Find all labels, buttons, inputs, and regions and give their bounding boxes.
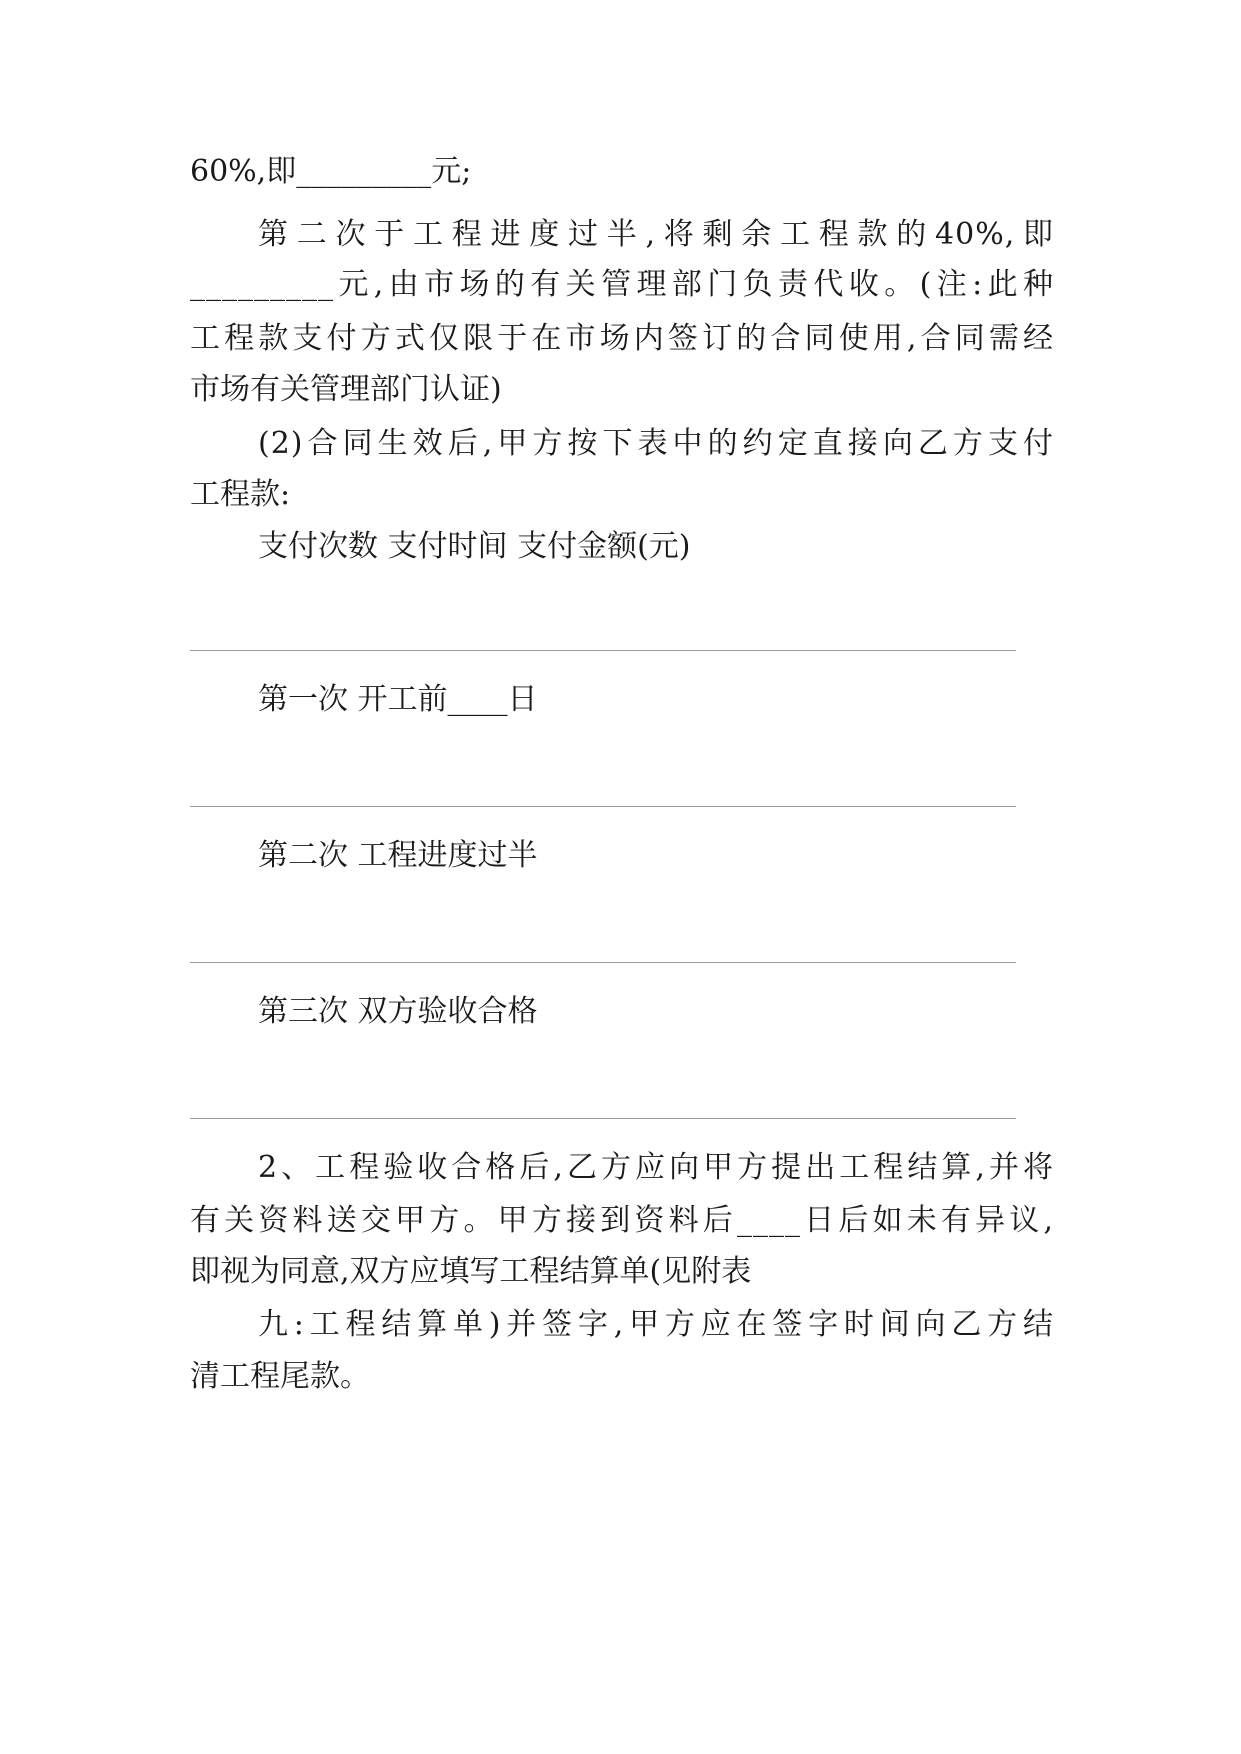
paragraph-line: 市场有关管理部门认证) [190, 372, 502, 407]
table-row: 第一次 开工前____日 [258, 682, 538, 717]
paragraph-line: 即视为同意,双方应填写工程结算单(见附表 [190, 1254, 752, 1289]
paragraph-line: 清工程尾款。 [190, 1359, 370, 1394]
table-header: 支付次数 支付时间 支付金额(元) [258, 529, 691, 564]
table-divider [190, 650, 1016, 651]
paragraph-line: _________元,由市场的有关管理部门负责代收。(注:此种 [190, 267, 1054, 302]
table-divider [190, 1118, 1016, 1119]
paragraph-line: (2)合同生效后,甲方按下表中的约定直接向乙方支付 [258, 426, 1054, 461]
table-divider [190, 962, 1016, 963]
paragraph-line: 工程款: [190, 477, 291, 512]
table-row: 第二次 工程进度过半 [258, 838, 538, 873]
paragraph-line: 九:工程结算单)并签字,甲方应在签字时间向乙方结 [258, 1307, 1054, 1342]
table-row: 第三次 双方验收合格 [258, 994, 538, 1029]
paragraph-line: 2、工程验收合格后,乙方应向甲方提出工程结算,并将 [258, 1150, 1054, 1185]
table-divider [190, 806, 1016, 807]
paragraph-line: 有关资料送交甲方。甲方接到资料后____日后如未有异议, [190, 1203, 1054, 1238]
paragraph-line: 第二次于工程进度过半,将剩余工程款的40%,即 [258, 217, 1054, 252]
paragraph-line: 60%,即_________元; [190, 154, 472, 189]
paragraph-line: 工程款支付方式仅限于在市场内签订的合同使用,合同需经 [190, 321, 1054, 356]
